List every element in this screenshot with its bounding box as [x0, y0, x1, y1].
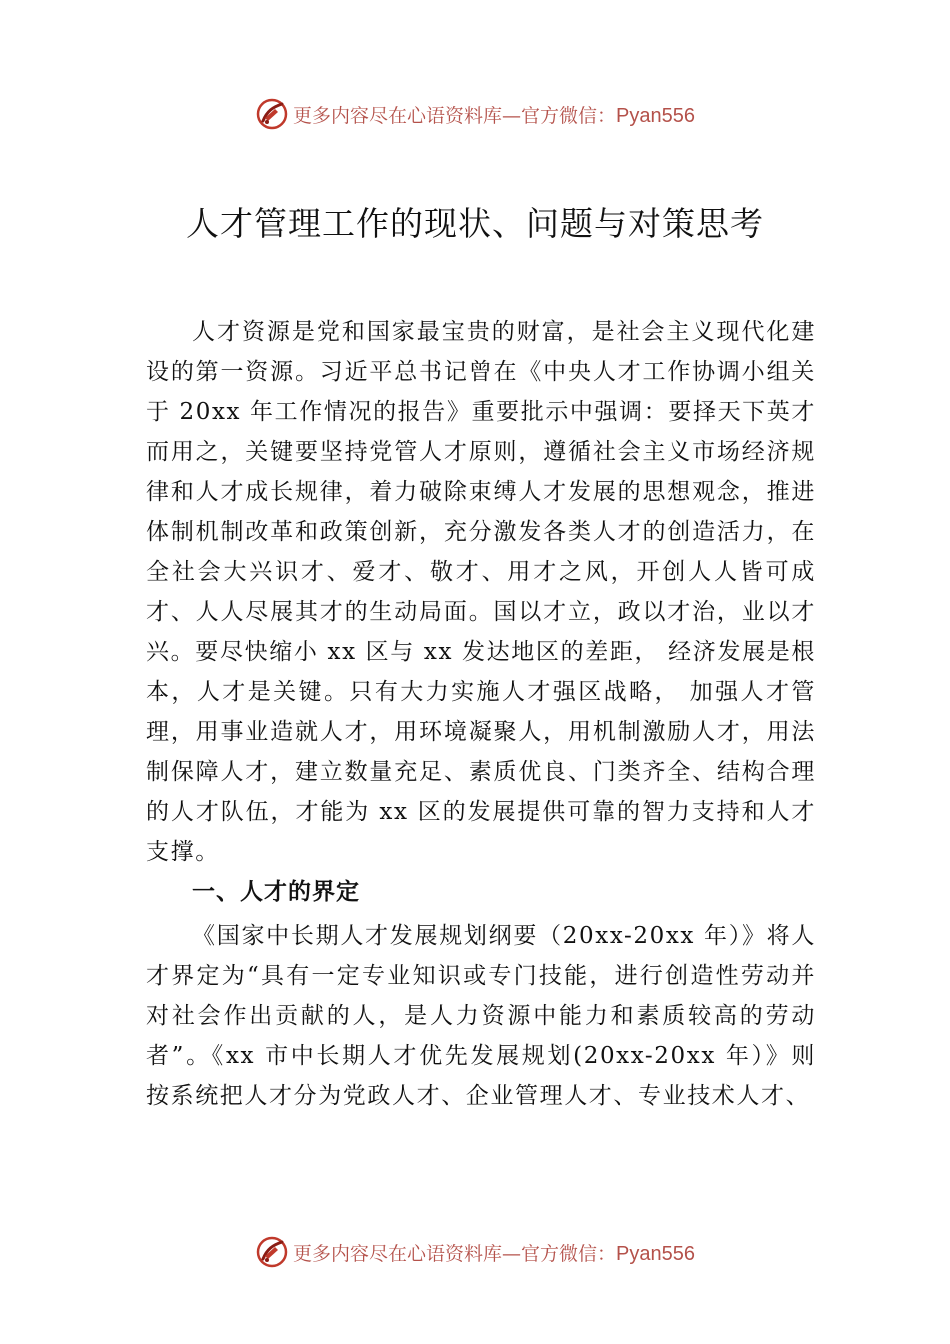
footer-wechat-id: Pyan556 — [616, 1242, 695, 1265]
header-wechat-id: Pyan556 — [616, 104, 695, 127]
document-title: 人才管理工作的现状、问题与对策思考 — [186, 204, 764, 243]
paragraph-intro: 人才资源是党和国家最宝贵的财富，是社会主义现代化建设的第一资源。习近平总书记曾在《中央人才工作协调小组关于 20xx 年工作情况的报告》重要批示中强调：要择天下英才而用之，关键要坚持党管人才原则，遵循社会主义市场经济规律和人才成长规律，着力破除束缚人才发展的思想观念，推进体制机制改革和政策创新，充分激发各类人才的创造活力，在全社会大兴识才、爱才、敬才、用才之风，开创人人皆可成才、人人尽展其才的生动局面。国以才立，政以才治，业以才兴。要尽快缩小 xx 区与 xx 发达地区的差距， 经济发展是根本，人才是关键。只有大力实施人才强区战略， 加强人才管理，用事业造就人才，用环境凝聚人，用机制激励人才，用法制保障人才，建立数量充足、素质优良、门类齐全、结构合理的人才队伍，才能为 xx 区的发展提供可靠的智力支持和人才支撑。 — [146, 319, 816, 865]
footer-banner — [0, 1232, 950, 1272]
brush-pen-logo-icon — [255, 97, 289, 131]
brush-pen-logo-icon — [255, 1235, 289, 1269]
footer-banner-text: 更多内容尽在心语资料库—官方微信：Pyan556 — [293, 1242, 695, 1265]
section-heading-talent-definition: 一、人才的界定 — [192, 879, 360, 905]
header-banner-text: 更多内容尽在心语资料库—官方微信：Pyan556 — [293, 104, 695, 127]
document-body — [146, 312, 816, 1116]
header-banner — [0, 94, 950, 134]
paragraph-talent-definition: 《国家中长期人才发展规划纲要（20xx-20xx 年）》将人才界定为“具有一定专业知识或专门技能，进行创造性劳动并对社会作出贡献的人，是人力资源中能力和素质较高的劳动者”。《xx 市中长期人才优先发展规划(20xx-20xx 年）》则按系统把人才分为党政人才、企业管理人才、专业技术人才、 — [146, 923, 816, 1109]
